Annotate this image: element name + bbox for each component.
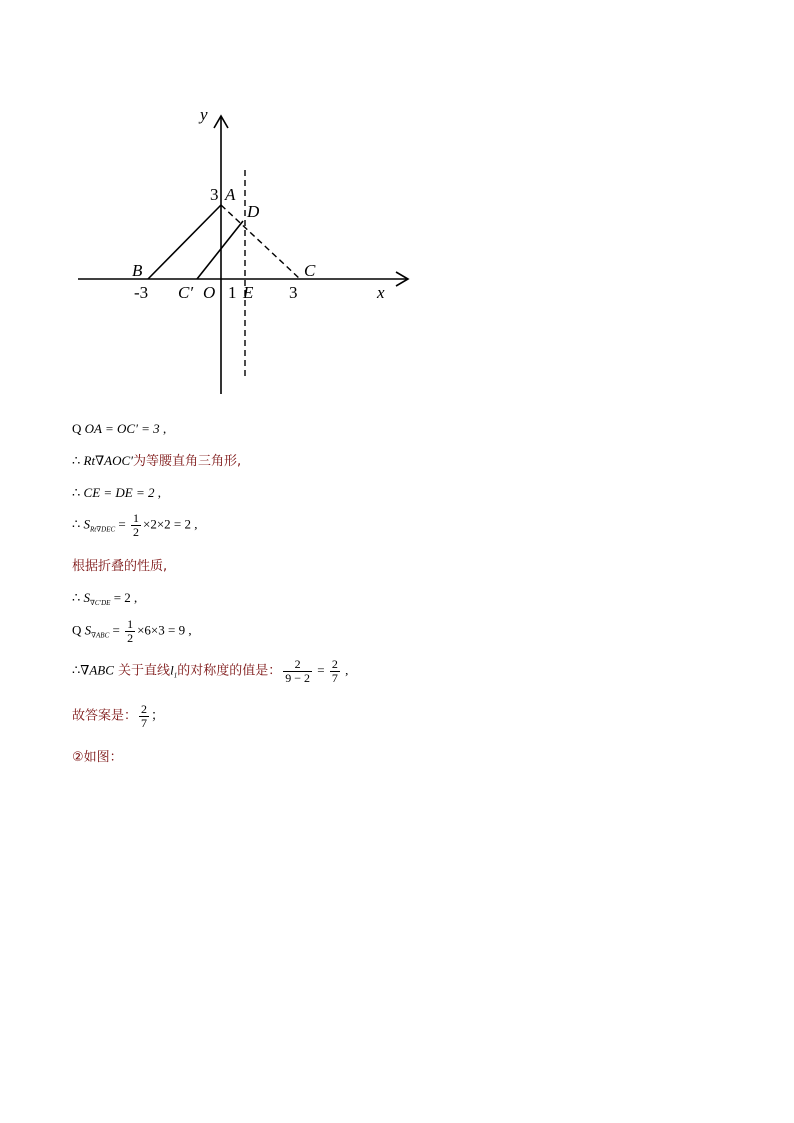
- math-expr: CE = DE = 2: [83, 485, 155, 500]
- label-o: O: [203, 283, 216, 302]
- line-area-dec: [72, 512, 197, 539]
- math-expr: ×6×3 = 9: [137, 622, 186, 638]
- y-axis-label: y: [200, 105, 208, 124]
- coordinate-figure: [70, 98, 420, 398]
- tick-x-3: 3: [289, 283, 298, 302]
- line-area-cde: [72, 589, 137, 612]
- fraction: [330, 658, 340, 685]
- punct: ,: [190, 516, 198, 532]
- tick-y-3: 3: [210, 185, 219, 204]
- line-symmetry-value: [72, 658, 348, 685]
- line-subscript: 1: [173, 671, 178, 680]
- line-isosceles: [72, 452, 241, 471]
- therefore-symbol: ∴: [72, 453, 84, 468]
- segment-ab: [148, 205, 221, 279]
- punct: ,: [341, 662, 349, 678]
- fraction-num: 2: [141, 702, 148, 716]
- fraction-num: 2: [294, 657, 301, 671]
- cn-text: 故答案是：: [72, 708, 138, 724]
- math-expr: ∇ABC: [80, 662, 114, 678]
- equals: =: [115, 516, 129, 532]
- line-answer: [72, 703, 164, 730]
- line-area-abc: [72, 618, 192, 645]
- segment-c-prime-d: [197, 221, 243, 279]
- cn-text: ②如图：: [72, 750, 123, 765]
- line-oa-eq-oc: [72, 420, 166, 438]
- area-symbol: S: [83, 516, 91, 532]
- therefore-symbol: ∴: [72, 662, 81, 678]
- label-d: D: [247, 202, 260, 221]
- math-expr: = 2: [110, 590, 131, 605]
- fraction: [139, 703, 149, 730]
- label-a: A: [225, 185, 236, 204]
- label-c-prime: C′: [178, 283, 194, 302]
- because-symbol: Q: [72, 421, 85, 436]
- label-b: B: [132, 261, 143, 280]
- area-symbol: S: [84, 622, 92, 638]
- fraction-den: 9 − 2: [285, 671, 310, 685]
- fraction-num: 1: [132, 511, 139, 525]
- line-folding: [72, 557, 167, 576]
- line-part-two: [72, 748, 123, 767]
- area-subscript: Rt∇DEC: [90, 525, 116, 534]
- area-subscript: ∇ABC: [91, 631, 110, 640]
- cn-text: 为等腰直角三角形,: [133, 454, 242, 469]
- label-c: C: [304, 261, 316, 280]
- fraction-den: 2: [132, 525, 139, 539]
- therefore-symbol: ∴: [72, 516, 84, 532]
- math-expr: ×2×2 = 2: [142, 516, 191, 532]
- x-axis-label: x: [377, 283, 385, 302]
- punct: ,: [185, 622, 192, 638]
- fraction: [125, 618, 135, 645]
- therefore-symbol: ∴: [72, 485, 84, 500]
- line-symbol: l: [170, 662, 174, 678]
- punct: ,: [159, 421, 167, 436]
- tick-x-1: 1: [228, 283, 237, 302]
- fraction: [283, 658, 312, 685]
- fraction-den: 2: [127, 631, 134, 645]
- cn-text: 根据折叠的性质,: [72, 559, 168, 574]
- fraction-num: 2: [331, 657, 338, 671]
- math-expr: Rt∇AOC′: [83, 453, 134, 468]
- fraction-den: 7: [331, 671, 338, 685]
- cn-text: 的对称度的值是：: [177, 663, 282, 679]
- math-expr: OA = OC′ = 3: [84, 421, 160, 436]
- segment-ac-dashed: [221, 205, 300, 279]
- equals: =: [313, 662, 328, 678]
- equals: =: [109, 622, 124, 638]
- line-ce-eq-de: [72, 484, 161, 502]
- fraction-num: 1: [127, 617, 134, 631]
- tick-x-minus-3: -3: [134, 283, 149, 302]
- area-subscript: ∇C′DE: [90, 599, 111, 607]
- because-symbol: Q: [72, 622, 85, 638]
- punct: ,: [130, 590, 138, 605]
- label-e: E: [243, 283, 254, 302]
- cn-text: 关于直线: [113, 663, 171, 679]
- area-symbol: S: [83, 590, 91, 605]
- fraction: [131, 512, 141, 539]
- therefore-symbol: ∴: [72, 590, 84, 605]
- fraction-den: 7: [141, 716, 148, 730]
- punct: ,: [154, 485, 162, 500]
- punct: ；: [151, 707, 165, 723]
